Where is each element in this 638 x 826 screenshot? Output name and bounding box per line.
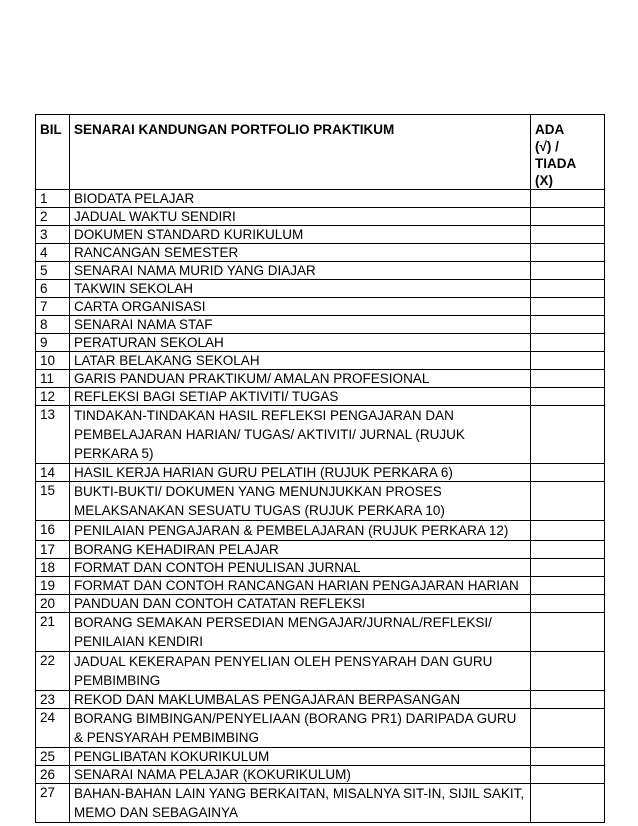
row-status-cell[interactable] <box>531 482 605 521</box>
row-status-cell[interactable] <box>531 613 605 652</box>
row-status-cell[interactable] <box>531 748 605 766</box>
row-status-cell[interactable] <box>531 406 605 464</box>
table-row <box>36 709 605 748</box>
row-item-text: LATAR BELAKANG SEKOLAH <box>70 352 531 370</box>
row-number: 4 <box>36 244 70 262</box>
table-row <box>36 208 605 226</box>
table-row <box>36 464 605 482</box>
row-item-text: HASIL KERJA HARIAN GURU PELATIH (RUJUK PERKARA 6) <box>70 464 531 482</box>
table-row <box>36 316 605 334</box>
row-number: 1 <box>36 190 70 208</box>
row-status-cell[interactable] <box>531 316 605 334</box>
table-row <box>36 559 605 577</box>
header-status-line4: (X) <box>535 173 553 188</box>
row-item-text: PERATURAN SEKOLAH <box>70 334 531 352</box>
table-body <box>36 190 605 823</box>
header-status-line1: ADA <box>535 122 565 137</box>
header-bil: BIL <box>36 115 70 190</box>
row-number: 12 <box>36 388 70 406</box>
row-item-text: FORMAT DAN CONTOH RANCANGAN HARIAN PENGAJARAN HARIAN <box>70 577 531 595</box>
row-status-cell[interactable] <box>531 784 605 823</box>
row-item-text: PANDUAN DAN CONTOH CATATAN REFLEKSI <box>70 595 531 613</box>
row-status-cell[interactable] <box>531 334 605 352</box>
row-item-text: PENILAIAN PENGAJARAN & PEMBELAJARAN (RUJUK PERKARA 12) <box>70 521 531 541</box>
header-status-line3: TIADA <box>535 156 577 171</box>
row-item-text: CARTA ORGANISASI <box>70 298 531 316</box>
row-number: 8 <box>36 316 70 334</box>
row-status-cell[interactable] <box>531 280 605 298</box>
row-item-text: REFLEKSI BAGI SETIAP AKTIVITI/ TUGAS <box>70 388 531 406</box>
table-row <box>36 748 605 766</box>
row-status-cell[interactable] <box>531 352 605 370</box>
row-status-cell[interactable] <box>531 595 605 613</box>
row-status-cell[interactable] <box>531 226 605 244</box>
row-number: 17 <box>36 541 70 559</box>
row-number: 26 <box>36 766 70 784</box>
row-status-cell[interactable] <box>531 298 605 316</box>
row-item-text: SENARAI NAMA STAF <box>70 316 531 334</box>
row-status-cell[interactable] <box>531 464 605 482</box>
header-status-line2: (√) / <box>535 139 559 154</box>
row-item-text: PENGLIBATAN KOKURIKULUM <box>70 748 531 766</box>
table-row <box>36 613 605 652</box>
table-row <box>36 388 605 406</box>
table-row <box>36 406 605 464</box>
row-item-text: BAHAN-BAHAN LAIN YANG BERKAITAN, MISALNYA SIT-IN, SIJIL SAKIT, MEMO DAN SEBAGAINYA <box>70 784 531 823</box>
table-row <box>36 244 605 262</box>
row-status-cell[interactable] <box>531 709 605 748</box>
row-number: 19 <box>36 577 70 595</box>
row-number: 20 <box>36 595 70 613</box>
row-number: 13 <box>36 406 70 464</box>
row-item-text: BIODATA PELAJAR <box>70 190 531 208</box>
header-title: SENARAI KANDUNGAN PORTFOLIO PRAKTIKUM <box>70 115 531 190</box>
row-status-cell[interactable] <box>531 691 605 709</box>
header-status <box>531 115 605 190</box>
row-item-text: GARIS PANDUAN PRAKTIKUM/ AMALAN PROFESIONAL <box>70 370 531 388</box>
row-number: 14 <box>36 464 70 482</box>
row-number: 10 <box>36 352 70 370</box>
row-item-text: TAKWIN SEKOLAH <box>70 280 531 298</box>
table-row <box>36 334 605 352</box>
row-status-cell[interactable] <box>531 559 605 577</box>
table-row <box>36 226 605 244</box>
table-row <box>36 352 605 370</box>
row-status-cell[interactable] <box>531 208 605 226</box>
row-status-cell[interactable] <box>531 388 605 406</box>
row-item-text: DOKUMEN STANDARD KURIKULUM <box>70 226 531 244</box>
row-status-cell[interactable] <box>531 766 605 784</box>
row-number: 7 <box>36 298 70 316</box>
row-number: 15 <box>36 482 70 521</box>
table-row <box>36 521 605 541</box>
row-status-cell[interactable] <box>531 244 605 262</box>
row-status-cell[interactable] <box>531 521 605 541</box>
row-number: 11 <box>36 370 70 388</box>
table-row <box>36 595 605 613</box>
table-row <box>36 190 605 208</box>
table-row <box>36 652 605 691</box>
table-row <box>36 577 605 595</box>
row-item-text: REKOD DAN MAKLUMBALAS PENGAJARAN BERPASANGAN <box>70 691 531 709</box>
table-row <box>36 691 605 709</box>
table-row <box>36 482 605 521</box>
row-status-cell[interactable] <box>531 262 605 280</box>
row-number: 21 <box>36 613 70 652</box>
table-row <box>36 370 605 388</box>
row-item-text: JADUAL KEKERAPAN PENYELIAN OLEH PENSYARAH DAN GURU PEMBIMBING <box>70 652 531 691</box>
row-status-cell[interactable] <box>531 541 605 559</box>
row-item-text: RANCANGAN SEMESTER <box>70 244 531 262</box>
row-item-text: SENARAI NAMA MURID YANG DIAJAR <box>70 262 531 280</box>
row-item-text: BORANG SEMAKAN PERSEDIAN MENGAJAR/JURNAL/REFLEKSI/ PENILAIAN KENDIRI <box>70 613 531 652</box>
row-number: 16 <box>36 521 70 541</box>
row-status-cell[interactable] <box>531 652 605 691</box>
row-number: 22 <box>36 652 70 691</box>
row-number: 6 <box>36 280 70 298</box>
table-row <box>36 280 605 298</box>
table-row <box>36 766 605 784</box>
table-row <box>36 262 605 280</box>
row-item-text: TINDAKAN-TINDAKAN HASIL REFLEKSI PENGAJARAN DAN PEMBELAJARAN HARIAN/ TUGAS/ AKTIVITI/ JURNAL (RUJUK PERKARA 5) <box>70 406 531 464</box>
row-item-text: BUKTI-BUKTI/ DOKUMEN YANG MENUNJUKKAN PROSES MELAKSANAKAN SESUATU TUGAS (RUJUK PERKARA 10) <box>70 482 531 521</box>
row-number: 5 <box>36 262 70 280</box>
table-row <box>36 298 605 316</box>
row-number: 9 <box>36 334 70 352</box>
row-number: 23 <box>36 691 70 709</box>
row-item-text: SENARAI NAMA PELAJAR (KOKURIKULUM) <box>70 766 531 784</box>
row-number: 24 <box>36 709 70 748</box>
row-item-text: BORANG BIMBINGAN/PENYELIAAN (BORANG PR1) DARIPADA GURU & PENSYARAH PEMBIMBING <box>70 709 531 748</box>
row-item-text: FORMAT DAN CONTOH PENULISAN JURNAL <box>70 559 531 577</box>
row-status-cell[interactable] <box>531 577 605 595</box>
table-row <box>36 541 605 559</box>
row-item-text: JADUAL WAKTU SENDIRI <box>70 208 531 226</box>
row-number: 27 <box>36 784 70 823</box>
row-number: 25 <box>36 748 70 766</box>
row-status-cell[interactable] <box>531 190 605 208</box>
row-number: 18 <box>36 559 70 577</box>
table-header-row <box>36 115 605 190</box>
row-status-cell[interactable] <box>531 370 605 388</box>
row-number: 2 <box>36 208 70 226</box>
table-row <box>36 784 605 823</box>
row-item-text: BORANG KEHADIRAN PELAJAR <box>70 541 531 559</box>
row-number: 3 <box>36 226 70 244</box>
portfolio-checklist-table <box>35 114 605 823</box>
